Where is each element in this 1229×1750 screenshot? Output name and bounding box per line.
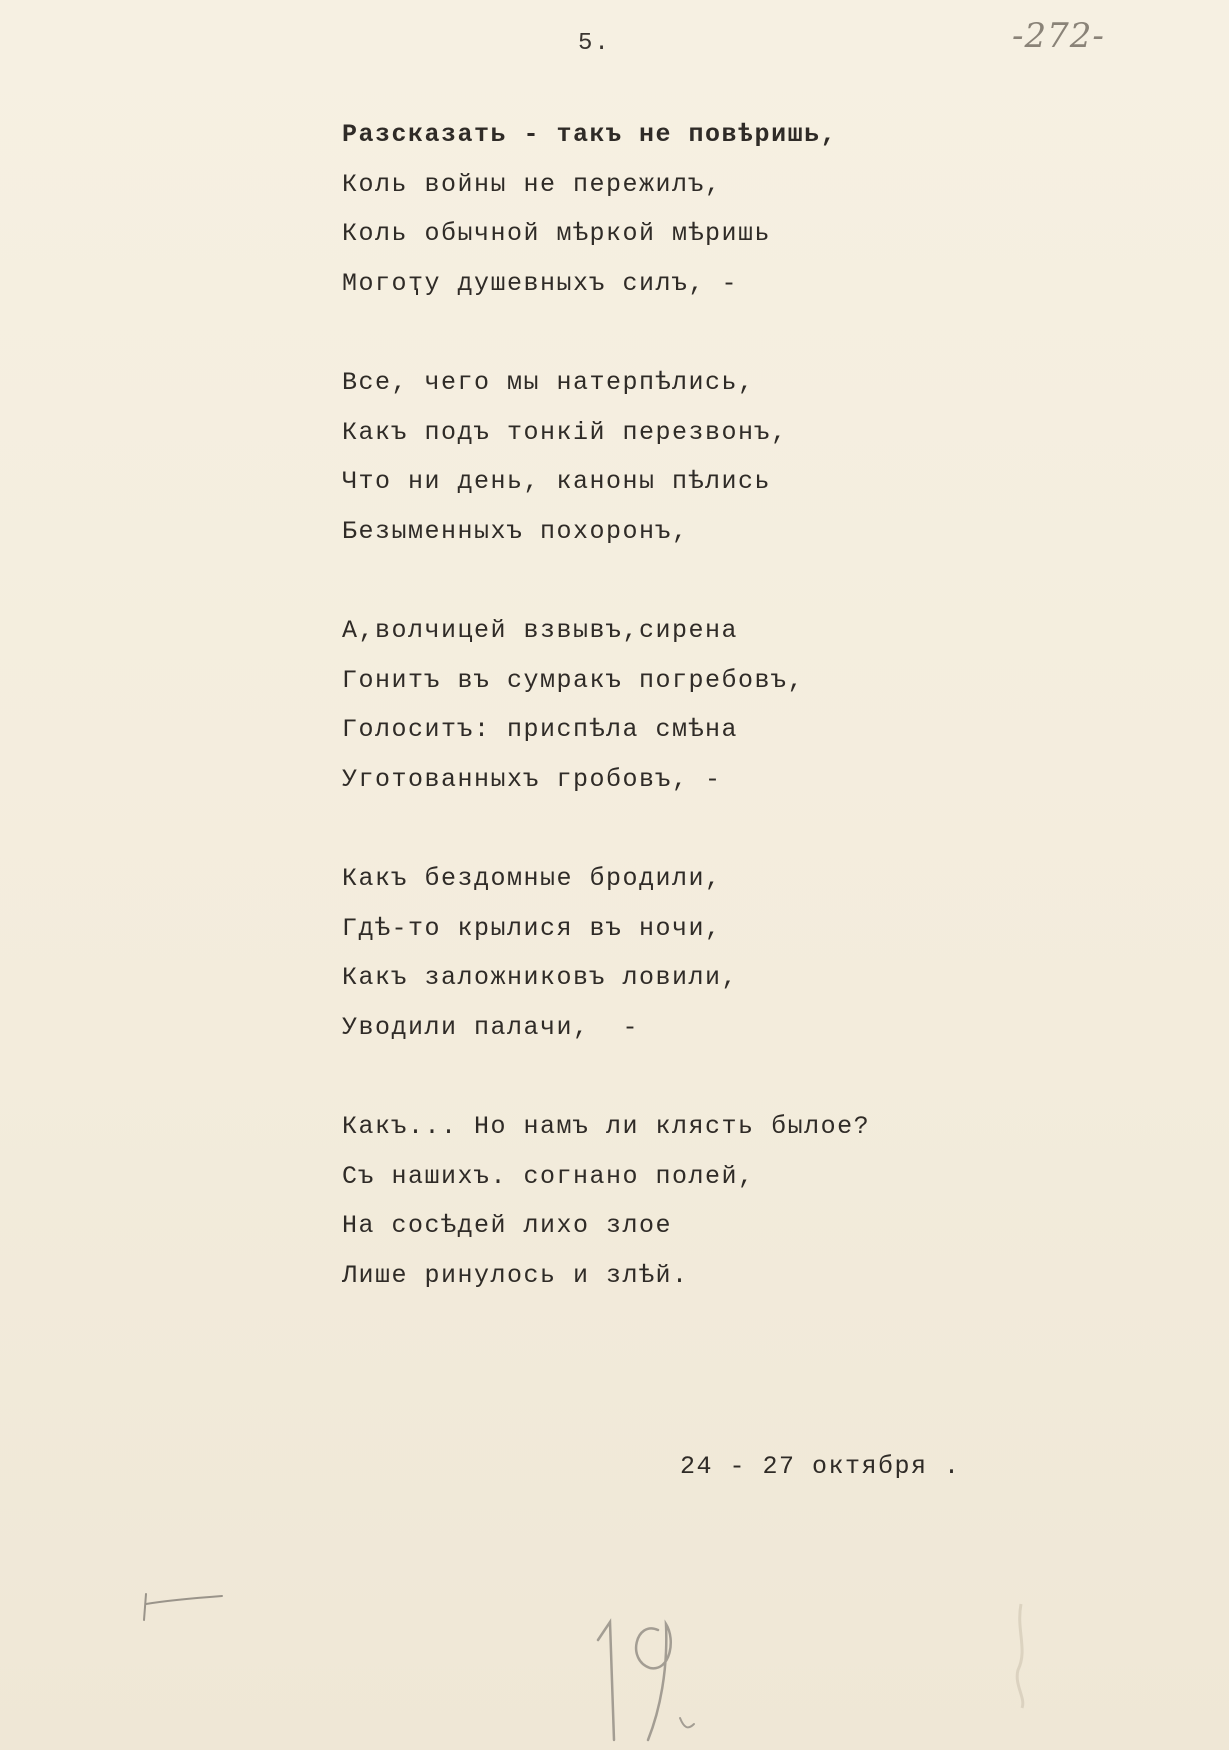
- page-number: 5.: [578, 30, 611, 57]
- handwritten-folio-19-icon: [588, 1600, 698, 1750]
- poem-line: Коль войны не пережилъ,: [342, 169, 722, 199]
- paper-stain-icon: [1006, 1600, 1036, 1710]
- stanza-5: [342, 1102, 962, 1300]
- poem-line: А,волчицей взвывъ,сирена: [342, 616, 739, 645]
- poem-line: Коль обычной мѣркой мѣришь: [342, 219, 772, 248]
- poem-line: Разсказать - такъ не повѣришь,: [342, 120, 838, 149]
- poem: [342, 110, 962, 1350]
- poem-line: Какъ подъ тонкiй перезвонъ,: [342, 417, 788, 447]
- stanza-1: [342, 110, 962, 308]
- pencil-stroke-icon: [140, 1586, 224, 1626]
- poem-line: На сосѣдей лихо злое: [342, 1211, 673, 1240]
- poem-line: Съ нашихъ. согнано полей,: [342, 1161, 755, 1191]
- poem-line: Голоситъ: приспѣла смѣна: [342, 715, 739, 744]
- poem-line: Гдѣ-то крылися въ ночи,: [342, 913, 722, 943]
- stanza-3: [342, 606, 962, 804]
- poem-date: 24 - 27 октября .: [680, 1452, 961, 1481]
- stanza-2: [342, 358, 962, 556]
- archive-number: -272-: [1012, 16, 1105, 56]
- poem-line: Безыменныхъ похоронъ,: [342, 516, 689, 546]
- poem-line: Какъ бездомные бродили,: [342, 864, 722, 893]
- poem-line: Гонитъ въ сумракъ погребовъ,: [342, 665, 805, 695]
- poem-line: Могоҭу душевныхъ силъ, -: [342, 268, 739, 298]
- poem-line: Уводили палачи, -: [342, 1012, 640, 1042]
- poem-line: Что ни день, каноны пѣлись: [342, 467, 772, 496]
- poem-line: Какъ заложниковъ ловили,: [342, 963, 739, 992]
- poem-line: Уготованныхъ гробовъ, -: [342, 764, 722, 794]
- stanza-4: [342, 854, 962, 1052]
- poem-line: Все, чего мы натерпѣлись,: [342, 368, 755, 397]
- poem-line: Какъ... Но намъ ли клясть былое?: [342, 1112, 871, 1141]
- poem-line: Лише ринулось и злѣй.: [342, 1260, 689, 1290]
